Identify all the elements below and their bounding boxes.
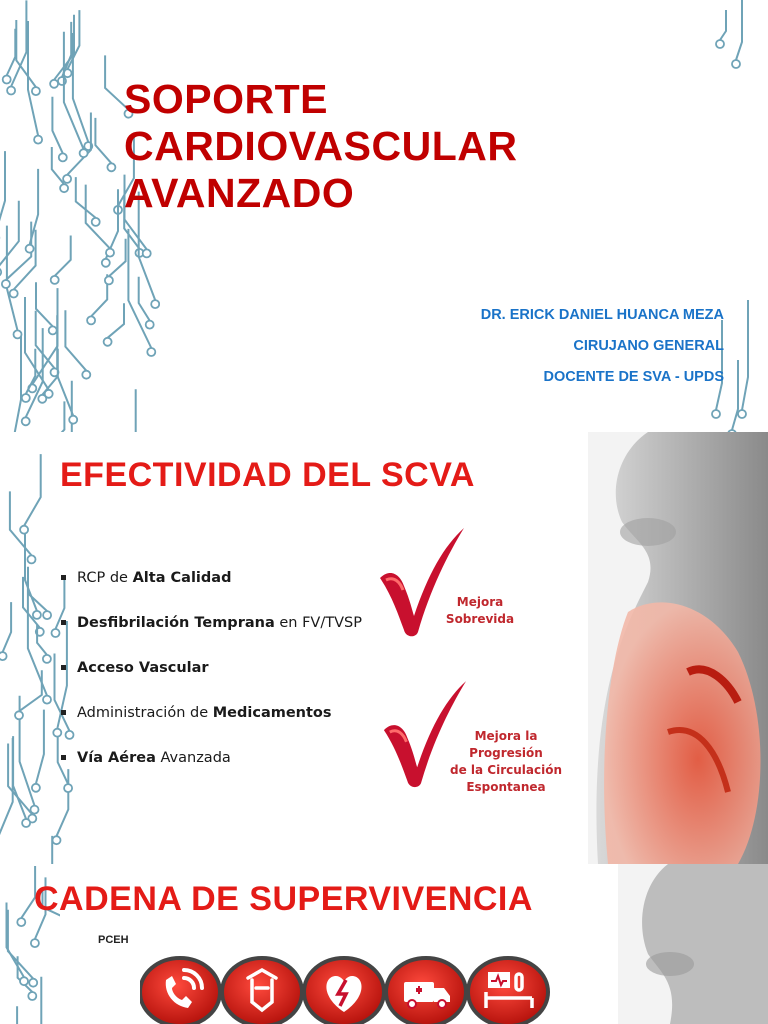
circuit-node [28,555,36,563]
circuit-node [147,348,155,356]
circuit-node [82,371,90,379]
circuit-node [104,338,112,346]
circuit-trace [14,230,36,290]
circuit-trace [742,300,748,410]
circuit-trace [55,236,71,276]
title-line: AVANZADO [124,170,355,216]
circuit-node [60,184,68,192]
circuit-node [143,249,151,257]
chain-link-5 [468,958,548,1024]
survival-chain-slide [0,864,768,1024]
circuit-trace [95,118,111,163]
circuit-trace [10,491,32,555]
circuit-node [151,300,159,308]
circuit-node [738,410,746,418]
circuit-node [34,136,42,144]
circuit-trace [11,0,26,86]
section-title: CADENA DE SUPERVIVENCIA [34,880,533,918]
circuit-node [26,245,34,253]
circuit-trace [732,360,738,430]
survival-chain [140,948,550,1024]
circuit-node [0,268,1,276]
circuit-node [14,330,22,338]
circuit-node [50,80,58,88]
circuit-node [105,276,113,284]
circuit-trace [108,303,124,338]
circuit-node [712,410,720,418]
circuit-node [87,316,95,324]
circuit-node [52,629,60,637]
circuit-trace [7,29,16,76]
circuit-trace [41,977,49,1024]
list-item: RCP de Alta Calidad [60,564,362,609]
circuit-node [20,526,28,534]
title-line: CARDIOVASCULAR [124,123,518,169]
circuit-node [31,806,39,814]
circuit-node [15,711,23,719]
circuit-trace [38,836,52,864]
circuit-node [32,784,40,792]
circuit-trace [46,381,71,432]
circuit-node [92,218,100,226]
chain-link-2 [222,958,302,1024]
anatomy-illustration [618,864,768,1024]
author-block [481,300,724,393]
circuit-node [33,611,41,619]
circuit-node [32,87,40,95]
chain-link-1 [140,958,220,1024]
circuit-node [10,290,18,298]
circuit-trace [52,97,62,154]
circuit-trace [0,151,5,234]
circuit-node [107,163,115,171]
chain-label: PCEH [98,934,129,946]
circuit-trace [73,33,88,142]
circuit-node [29,979,37,987]
circuit-trace [36,282,53,326]
check-caption-1: Mejora Sobrevida [445,595,515,626]
circuit-node [102,259,110,267]
circuit-node [22,417,30,425]
circuit-node [732,60,740,68]
chain-link-3 [304,958,384,1024]
circuit-node [3,76,11,84]
circuit-node [22,394,30,402]
effectiveness-slide [0,432,768,864]
circuit-node [43,655,51,663]
title-line: SOPORTE [124,76,328,122]
check-caption-2: Mejora la Progresión de la Circulación Espontanea [449,729,562,794]
author-position: DOCENTE DE SVA - UPDS [543,369,724,385]
circuit-node [106,249,114,257]
title-slide [0,0,768,432]
circuit-node [80,149,88,157]
circuit-trace [0,738,13,845]
circuit-node [0,652,7,660]
circuit-trace [128,229,151,348]
circuit-node [63,175,71,183]
circuit-trace [13,333,21,432]
circuit-node [31,939,39,947]
circuit-trace [47,401,65,432]
circuit-node [59,153,67,161]
circuit-node [22,819,30,827]
circuit-node [20,977,28,985]
circuit-node [7,87,15,95]
list-item: Acceso Vascular [60,654,362,699]
presentation-title [124,76,517,217]
anatomy-illustration [588,432,768,864]
circuit-node [53,836,61,844]
circuit-node [28,992,36,1000]
circuit-trace [36,710,44,784]
circuit-trace [3,602,12,652]
circuit-node [43,611,51,619]
circuit-node [17,918,25,926]
circuit-node [43,696,51,704]
list-item: Administración de Medicamentos [60,699,362,744]
list-item: Vía Aérea Avanzada [60,744,362,789]
circuit-trace [720,10,726,40]
circuit-node [716,40,724,48]
intervention-list [60,564,362,789]
circuit-node [69,416,77,424]
circuit-trace [736,0,742,60]
circuit-trace [0,1006,17,1024]
chain-link-4 [386,958,466,1024]
section-title: EFECTIVIDAD DEL SCVA [60,456,475,494]
circuit-trace [28,567,47,611]
author-name: DR. ERICK DANIEL HUANCA MEZA [480,307,724,323]
circuit-node [49,326,57,334]
circuit-node [146,321,154,329]
circuit-node [38,395,46,403]
circuit-node [51,276,59,284]
circuit-trace [24,454,41,526]
circuit-node [2,280,10,288]
author-role: CIRUJANO GENERAL [573,338,724,354]
circuit-trace [65,310,86,370]
circuit-trace [86,185,110,249]
list-item: Desfibrilación Temprana en FV/TVSP [60,609,362,654]
circuit-trace [136,389,156,432]
